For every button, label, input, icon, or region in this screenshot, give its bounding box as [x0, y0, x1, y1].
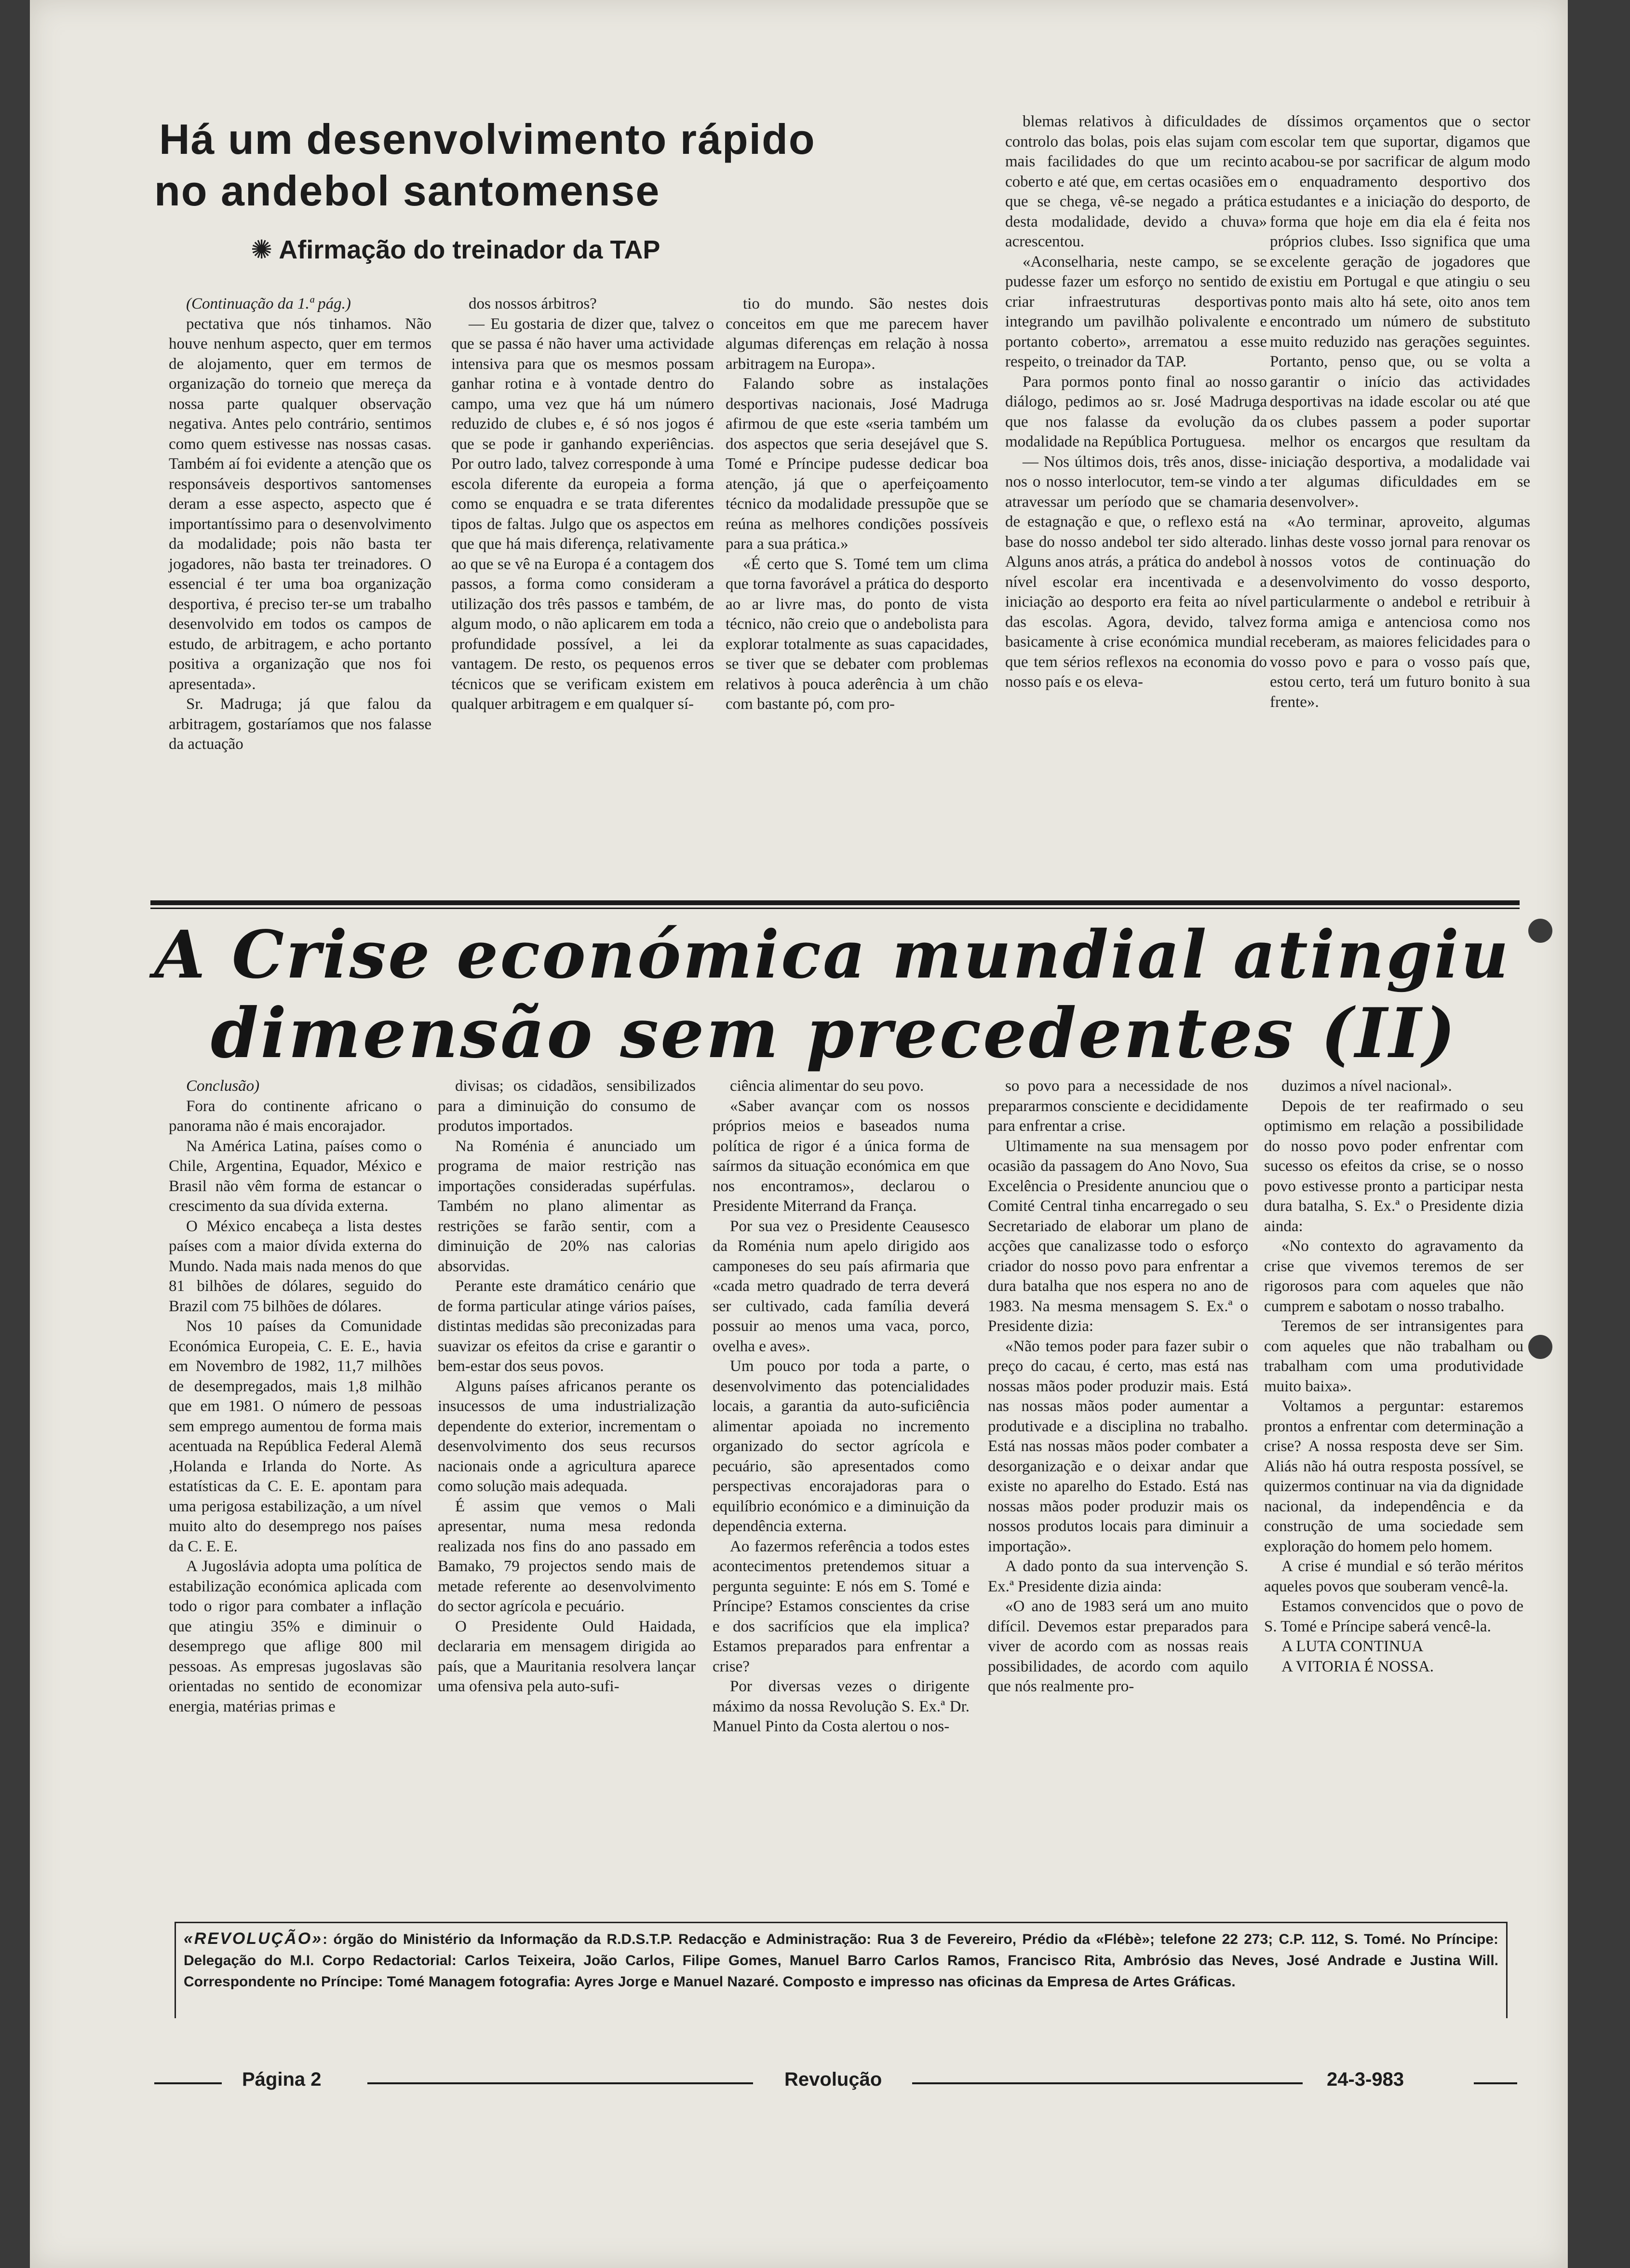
paragraph: «O ano de 1983 será um ano muito difícil. Devemos estar preparados para viver de acordo com as nossas reais possibilidades, de acordo com aquilo que nós realmente pro-: [988, 1598, 1248, 1695]
paragraph: Por diversas vezes o dirigente máximo da nossa Revolução S. Ex.ª Dr. Manuel Pinto da Costa alertou o nos-: [713, 1678, 970, 1735]
article2-column-2: [438, 1076, 696, 1697]
paragraph: É assim que vemos o Mali apresentar, numa mesa redonda realizada nos fins do ano passado em Bamako, 79 projectos sendo mais de metade referente ao desenvolvimento do sector agrícola e pecuário.: [438, 1497, 696, 1615]
article2-headline-line1: A Crise económica mundial atingiu: [154, 916, 1511, 993]
masthead-text: : órgão do Ministério da Informação da R.D.S.T.P. Redacção e Administração: Rua 3 de Fevereiro, Prédio da «Flébè»; telefone 22 273; C.P. 112, S. Tomé. No Príncipe: Delegação do M.I. Corpo Redactorial: Carlos Teixeira, João Carlos, Filipe Gomes, Manuel Barro Carlos Ramos, Francisco Rita, Ambrósio das Neves, José Andrade e Justina Will. Correspondente no Príncipe: Tomé Managem fotografia: Ayres Jorge e Manuel Nazaré. Composto e impresso nas oficinas da Empresa de Artes Gráficas.: [184, 1931, 1498, 1990]
paragraph: blemas relativos à dificuldades de controlo das bolas, pois elas sujam com mais facilidades do que um recinto coberto e até que, em certas ocasiões em que se chega, vê-se negado a prática desta modalidade, devido a chuva» acrescentou.: [1005, 113, 1267, 250]
paragraph: O México encabeça a lista destes países com a maior dívida externa do Mundo. Nada mais nada menos do que 81 bilhões de dólares, seguido do Brazil com 75 bilhões de dólares.: [169, 1217, 422, 1315]
paragraph: dos nossos árbitros?: [469, 295, 597, 312]
punch-hole-top: [1528, 919, 1552, 943]
section-divider: [150, 900, 1520, 905]
paragraph: A crise é mundial e só terão méritos aqueles povos que souberam vencê-la.: [1264, 1558, 1523, 1595]
paragraph: Sr. Madruga; já que falou da arbitragem, gostaríamos que nos falasse da actuação: [169, 695, 431, 753]
paragraph: divisas; os cidadãos, sensibilizados para a diminuição do consumo de produtos importados.: [438, 1077, 696, 1135]
masthead-brand: «REVOLUÇÃO»: [184, 1929, 323, 1948]
paragraph: pectativa que nós tinhamos. Não houve nenhum aspecto, quer em termos de alojamento, quer em termos de organização do torneio que mereça da nossa parte qualquer observação negativa. Antes pelo contrário, sentimos como quem estivesse nas nossas casas. Também aí foi evidente a atenção que os responsáveis desportivos santomenses deram a esse aspecto, aspecto que é importantíssimo para o desenvolvimento da modalidade; pois não basta ter jogadores, não basta ter treinadores. O essencial é ter uma boa organização desportiva, é preciso ter-se um trabalho desenvolvido em todos os campos de estudo, de arbitragem, e acho portanto positiva a organização que nos foi apresentada».: [169, 315, 431, 693]
paragraph: Nos 10 países da Comunidade Económica Europeia, C. E. E., havia em Novembro de 1982, 11,7 milhões de desempregados, mais 1,8 milhão que em 1981. O número de pessoas sem emprego aumentou de forma mais acentuada na República Federal Alemã ,Holanda e Irlanda do Norte. As estatísticas da C. E. E. apontam para uma perigosa estabilização, a um nível muito alto do desemprego nos países da C. E. E.: [169, 1317, 422, 1555]
paragraph: Na Roménia é anunciado um programa de maior restrição nas importações consideradas supérfulas. Também no plano alimentar as restrições se farão sentir, com a diminuição de 20% nas calorias absorvidas.: [438, 1137, 696, 1275]
masthead-box: [175, 1922, 1508, 2018]
article1-column-1: [169, 294, 431, 755]
article1-subheadline: ✺ Afirmação do treinador da TAP: [251, 235, 660, 264]
paragraph: tio do mundo. São nestes dois conceitos em que me parecem haver algumas diferenças em relação à nossa arbitragem na Europa».: [726, 295, 988, 373]
paragraph: Teremos de ser intransigentes para com aqueles que não trabalham ou trabalham com uma produtividade muito baixa».: [1264, 1317, 1523, 1395]
newspaper-page: [30, 0, 1568, 2268]
paragraph: Voltamos a perguntar: estaremos prontos a enfrentar com determinação a crise? A nossa resposta deve ser Sim. Aliás não há outra resposta possível, se quizermos continuar na via da dignidade nacional, da independência e da construção de uma sociedade sem exploração do homem pelo homem.: [1264, 1398, 1523, 1555]
paragraph: A VITORIA É NOSSA.: [1281, 1657, 1434, 1675]
paragraph: «Aconselharia, neste campo, se se pudesse fazer um esforço no sentido de criar infraestruturas desportivas integrando um pavilhão polivalente e portanto coberto», arrematou a esse respeito, o treinador da TAP.: [1005, 253, 1267, 370]
paragraph: Por sua vez o Presidente Ceausesco da Roménia num apelo dirigido aos camponeses do seu país afirmaria que «cada metro quadrado de terra deverá ser cultivado, cada família deverá possuir ao menos uma vaca, porco, ovelha e aves».: [713, 1217, 970, 1355]
paragraph: «Saber avançar com os nossos próprios meios e baseados numa política de rigor é a única forma de saírmos da situação económica em que nos encontramos», declarou o Presidente Miterrand da França.: [713, 1097, 970, 1215]
paragraph: duzimos a nível nacional».: [1281, 1077, 1452, 1095]
footer-rule-left: [154, 2082, 222, 2084]
paragraph: Alguns países africanos perante os insucessos de uma industrialização dependente do exterior, incrementam o desenvolvimento dos seus recursos nacionais onde a agricultura aparece como solução mais adequada.: [438, 1377, 696, 1495]
paragraph: «Não temos poder para fazer subir o preço do cacau, é certo, mas está nas nossas mãos poder produzir mais. Está nas nossas mãos poder aumentar a produtivade e a disciplina no trabalho. Está nas nossas mãos poder combater a desorganização e o deixar andar que existe no aparelho do Estado. Está nas nossas mãos poder produzir mais os nossos produtos locais para diminuir a importação».: [988, 1337, 1248, 1555]
paragraph: so povo para a necessidade de nos prepararmos consciente e decididamente para enfrentar a crise.: [988, 1077, 1248, 1135]
footer-newspaper-name: Revolução: [784, 2069, 882, 2090]
article2-column-5: [1264, 1076, 1523, 1677]
article1-column-5: [1270, 112, 1530, 712]
article1-headline-line2: no andebol santomense: [154, 167, 660, 215]
paragraph: «No contexto do agravamento da crise que vivemos teremos de ser rigorosos para com aqueles que não cumprem e sabotam o nosso trabalho.: [1264, 1237, 1523, 1315]
article2-column-1: [169, 1076, 422, 1717]
article1-headline-line1: Há um desenvolvimento rápido: [159, 115, 816, 163]
article2-headline-line2: dimensão sem precedentes (II): [211, 993, 1457, 1073]
asterisk-icon: ✺: [251, 235, 273, 264]
article1-column-4: [1005, 112, 1267, 693]
paragraph: A dado ponto da sua intervenção S. Ex.ª Presidente dizia ainda:: [988, 1558, 1248, 1595]
paragraph: Estamos convencidos que o povo de S. Tomé e Príncipe saberá vencê-la.: [1264, 1598, 1523, 1635]
paragraph: «É certo que S. Tomé tem um clima que torna favorável a prática do desporto ao ar livre mas, do ponto de vista técnico, não creio que o andebolista para explorar totalmente as suas capacidades, se tiver que se debater com problemas relativos à pouca aderência à um chão com bastante pó, com pro-: [726, 555, 988, 713]
footer-rule-mid-left: [367, 2082, 753, 2084]
paragraph: Para pormos ponto final ao nosso diálogo, pedimos ao sr. José Madruga que nos falasse da evolução da modalidade na República Portuguesa.: [1005, 373, 1267, 450]
paragraph: «Ao terminar, aproveito, algumas linhas deste vosso jornal para renovar os nossos votos de continuação do desenvolvimento do vosso desporto, particularmente o andebol e retribuir à forma amiga e antenciosa como nos receberam, as maiores felicidades para o vosso povo e para o vosso país que, estou certo, terá um futuro bonito à sua frente».: [1270, 513, 1530, 711]
section-divider-thin: [150, 908, 1520, 909]
paragraph: díssimos orçamentos que o sector escolar tem que suportar, digamos que acabou-se por sacrificar de algum modo o enquadramento desportivo dos estudantes e a iniciação do desporto, de forma que hoje em dia ela é feita nos próprios clubes. Isso significa que uma excelente geração de jogadores que existiu em Portugal e que atingiu o seu ponto mais alto há sete, oito anos tem encontrado um número de substituto muito reduzido nas gerações seguintes. Portanto, penso que, ou se volta a garantir o início das actividades desportivas na idade escolar ou até que os clubes passem a poder suportar melhor os encargos que resultam da iniciação desportiva, a modalidade vai ter algumas dificuldades em se desenvolver».: [1270, 113, 1530, 511]
footer-date: 24-3-983: [1327, 2069, 1404, 2090]
article2-column-3: [713, 1076, 970, 1737]
paragraph: Na América Latina, países como o Chile, Argentina, Equador, México e Brasil não vêm forma de estancar o crescimento da sua dívida externa.: [169, 1137, 422, 1215]
paragraph: Falando sobre as instalações desportivas nacionais, José Madruga afirmou de que este «seria também um dos aspectos que seria desejável que S. Tomé e Príncipe pudesse dedicar boa atenção, já que o aperfeiçoamento técnico da modalidade pressupõe que se reúna as melhores condições possíveis para a sua prática.»: [726, 375, 988, 553]
paragraph: A Jugoslávia adopta uma política de estabilização económica aplicada com todo o rigor para combater a inflação que atingiu 35% e diminuir o desemprego que aflige 800 mil pessoas. As empresas jugoslavas são orientadas no sentido de economizar energia, matérias primas e: [169, 1558, 422, 1715]
paragraph: Conclusão): [186, 1077, 260, 1095]
article2-column-4: [988, 1076, 1248, 1697]
paragraph: O Presidente Ould Haidada, declararia em mensagem dirigida ao país, que a Mauritania resolvera lançar uma ofensiva pela auto-sufi-: [438, 1617, 696, 1695]
punch-hole-bottom: [1528, 1335, 1552, 1359]
footer-page-number: Página 2: [242, 2069, 322, 2090]
paragraph: A LUTA CONTINUA: [1281, 1638, 1424, 1655]
paragraph: Perante este dramático cenário que de forma particular atinge vários países, distintas medidas são preconizadas para suavizar os efeitos da crise e garantir o bem-estar dos seus povos.: [438, 1277, 696, 1375]
paragraph: Fora do continente africano o panorama não é mais encorajador.: [169, 1097, 422, 1135]
paragraph: — Nos últimos dois, três anos, disse-nos o nosso interlocutor, tem-se vindo a atravessar um período que se chamaria de estagnação e que, o reflexo está na base do nosso andebol ter sido alterado. Alguns anos atrás, a prática do andebol à nível escolar era incentivada e a iniciação ao desporto era feita ao nível das escolas. Agora, devido, talvez basicamente à crise económica mundial que tem sérios reflexos na economia do nosso país e os eleva-: [1005, 453, 1267, 691]
paragraph: Ao fazermos referência a todos estes acontecimentos pretendemos situar a pergunta seguinte: E nós em S. Tomé e Príncipe? Estamos conscientes da crise e dos sacrifícios que ela implica? Estamos preparados para enfrentar a crise?: [713, 1537, 970, 1675]
footer-rule-right: [1474, 2082, 1517, 2084]
paragraph: ciência alimentar do seu povo.: [730, 1077, 924, 1095]
article1-column-2: [451, 294, 714, 715]
paragraph: Depois de ter reafirmado o seu optimismo em relação a possibilidade do nosso povo poder enfrentar com sucesso os efeitos da crise, se o nosso povo estivesse pronto a participar nesta dura batalha, S. Ex.ª o Presidente dizia ainda:: [1264, 1097, 1523, 1235]
paragraph: Um pouco por toda a parte, o desenvolvimento das potencialidades locais, a garantia da auto-suficiência alimentar apoiada no incremento organizado do sector agrícola e pecuário, são apresentados como perspectivas encorajadoras para o equilíbrio económico e a diminuição da dependência externa.: [713, 1358, 970, 1535]
footer-rule-mid-right: [912, 2082, 1303, 2084]
paragraph: — Eu gostaria de dizer que, talvez o que se passa é não haver uma actividade intensiva para que os mesmos possam ganhar rotina e à vontade dentro do campo, uma vez que há um número reduzido de clubes e, é só nos jogos é que se pode ir ganhando experiências. Por outro lado, talvez corresponde à uma escola diferente da europeia a forma como se enquadra e se trata diferentes tipos de faltas. Julgo que os aspectos em que que há mais diferença, relativamente ao que se vê na Europa é a contagem dos passos, a forma como consideram a utilização dos três passos e também, de algum modo, o não aplicarem em toda a profundidade possível, a lei da vantagem. De resto, os pequenos erros técnicos que se verificam existem em qualquer arbitragem e em qualquer sí-: [451, 315, 714, 713]
article1-column-3: [726, 294, 988, 715]
paragraph: Ultimamente na sua mensagem por ocasião da passagem do Ano Novo, Sua Excelência o Presidente anunciou que o Comité Central tinha encarregado o seu Secretariado de elaborar um plano de acções que canalizasse todo o esforço criador do nosso povo para enfrentar a dura batalha que nos espera no ano de 1983. Na mesma mensagem S. Ex.ª o Presidente dizia:: [988, 1137, 1248, 1335]
paragraph: (Continuação da 1.ª pág.): [186, 295, 351, 312]
